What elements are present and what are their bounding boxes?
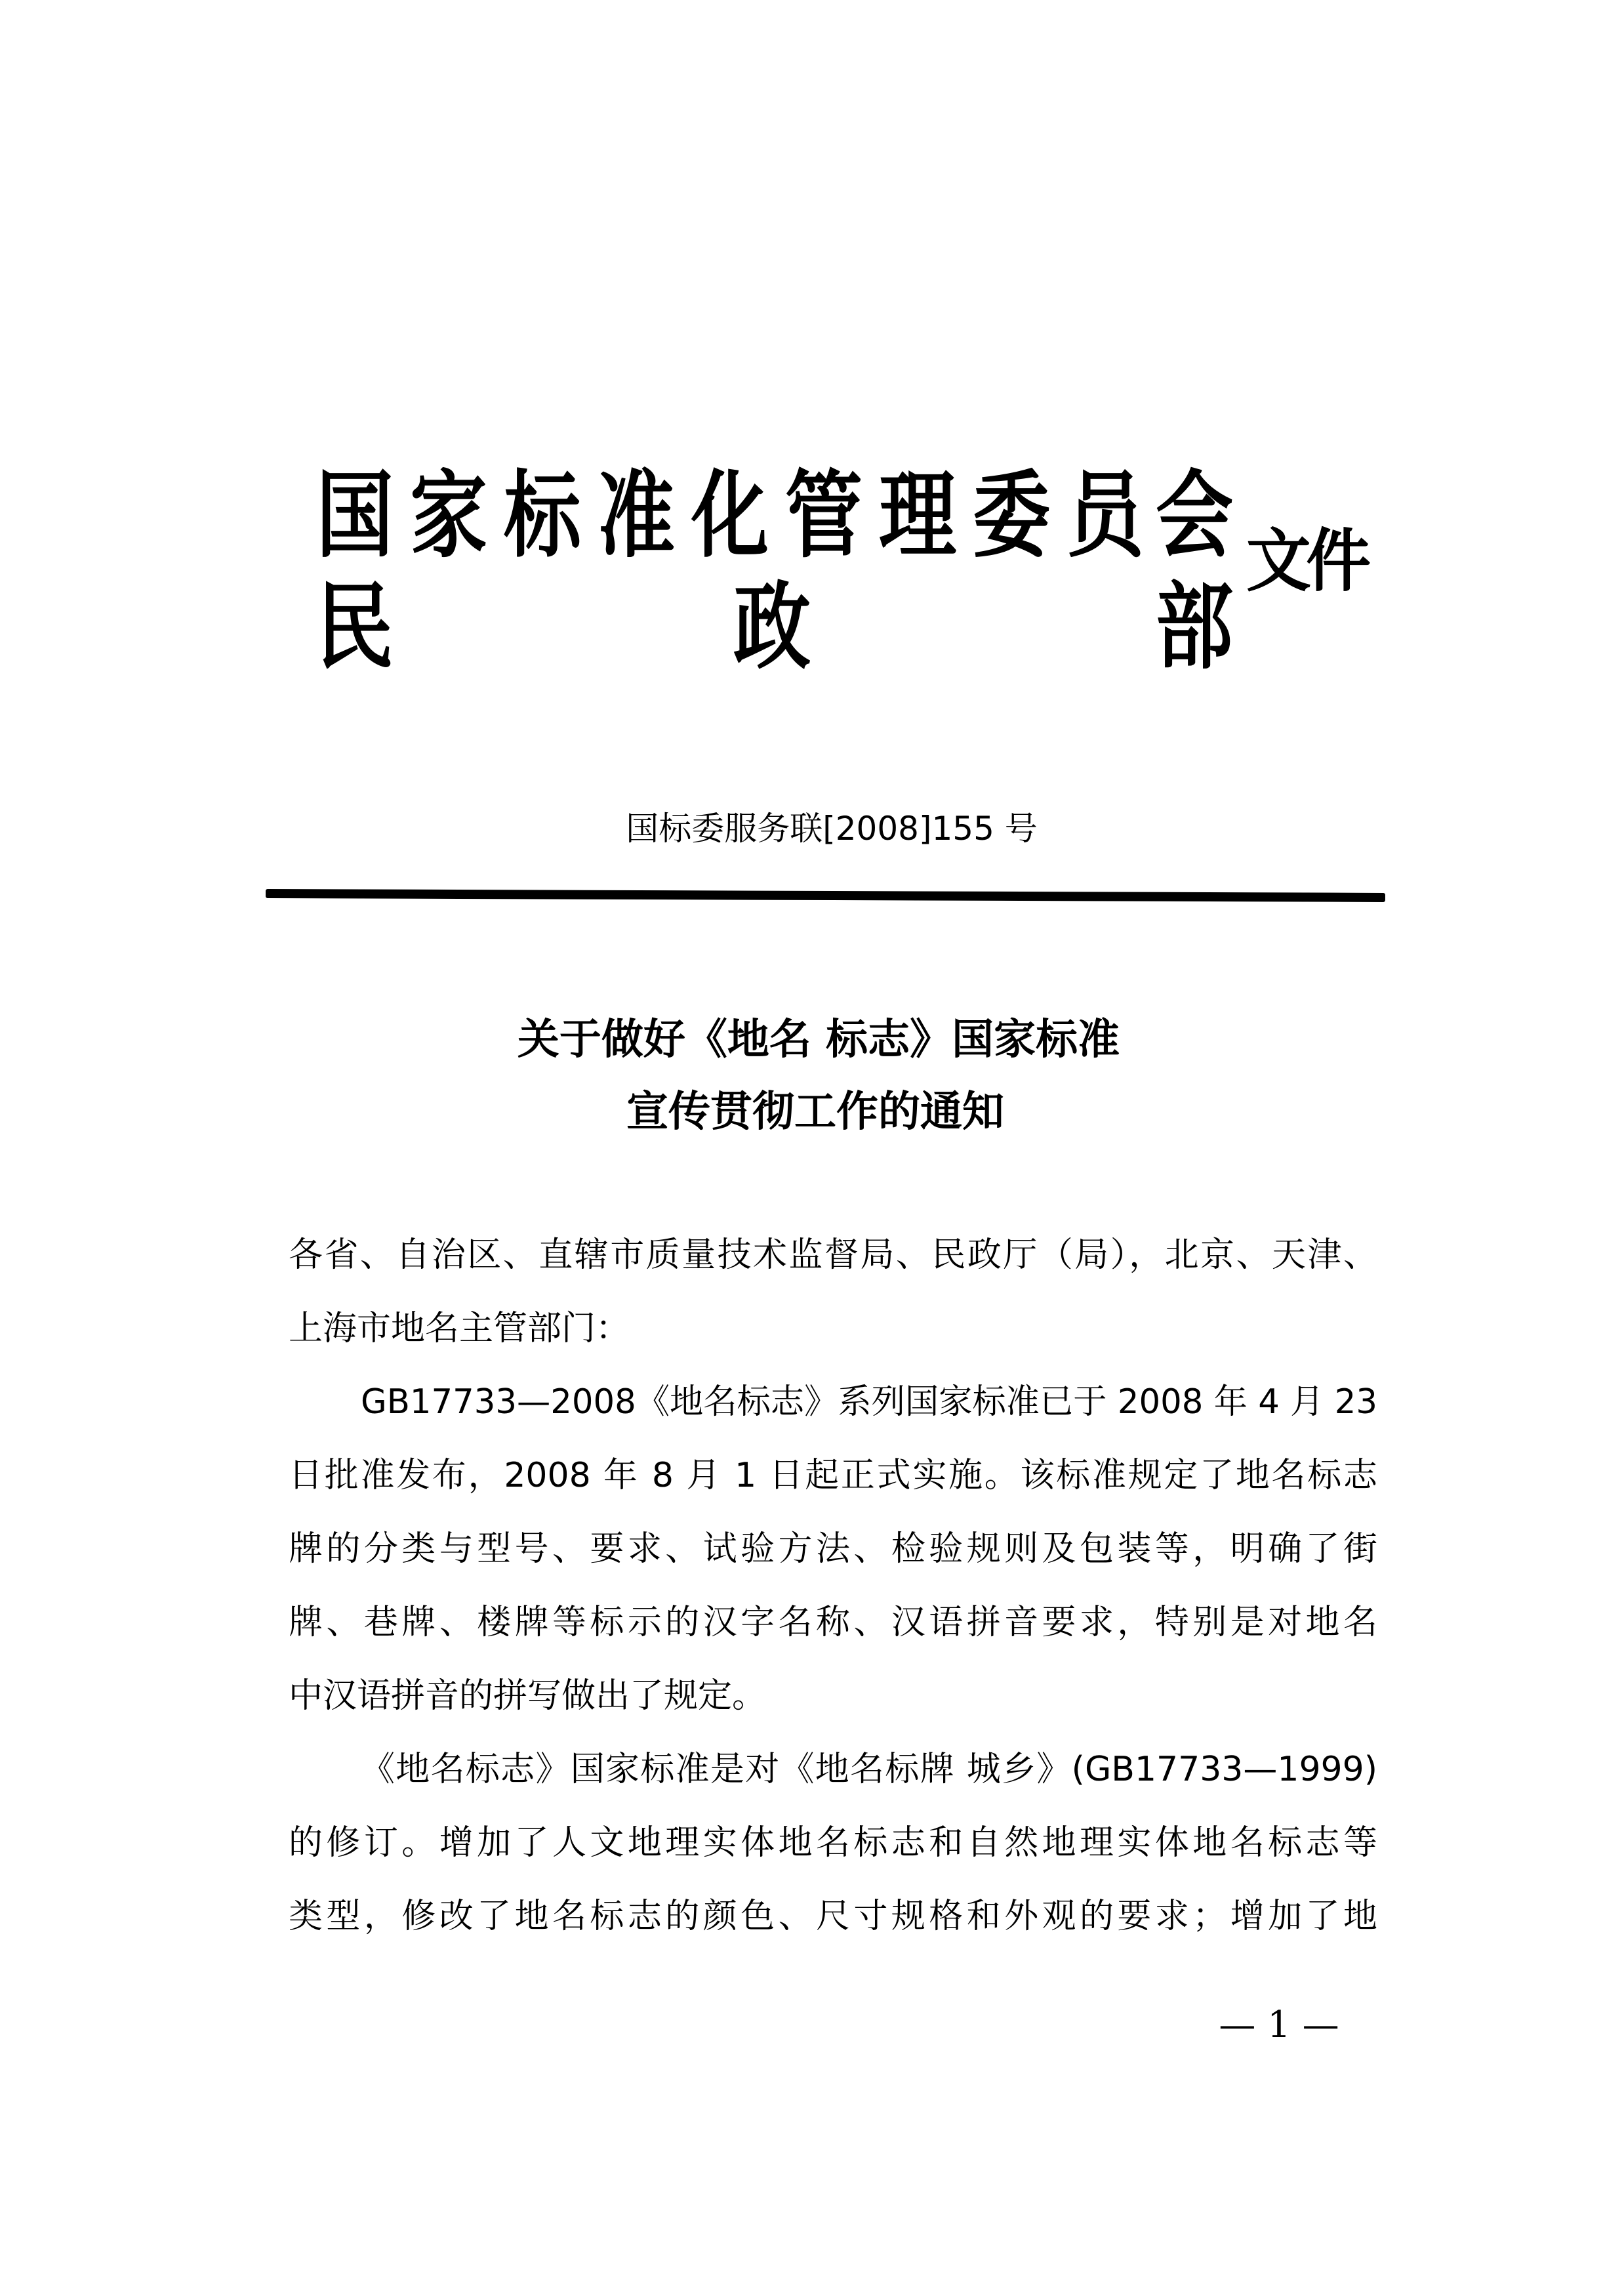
paragraph-line: GB17733—2008《地名标志》系列国家标准已于 2008 年 4 月 23 xyxy=(361,1382,1377,1422)
issuer-line1-char: 准 xyxy=(598,459,676,571)
issuer-line1-char: 管 xyxy=(785,459,863,571)
header-divider xyxy=(266,889,1385,902)
paragraph-line: 牌、巷牌、楼牌等标示的汉字名称、汉语拼音要求，特别是对地名 xyxy=(289,1603,1377,1642)
issuer-line1-char: 员 xyxy=(1066,459,1145,571)
paragraph-line: 日批准发布，2008 年 8 月 1 日起正式实施。该标准规定了地名标志 xyxy=(289,1456,1377,1495)
paragraph-line: 类型，修改了地名标志的颜色、尺寸规格和外观的要求；增加了地 xyxy=(289,1897,1377,1936)
notice-title-line1: 关于做好《地名 标志》国家标准 xyxy=(517,1016,1120,1064)
document-number: 国标委服务联[2008]155 号 xyxy=(626,810,1038,848)
issuer-line2-char: 政 xyxy=(733,571,811,682)
issuer-line2-char: 部 xyxy=(1156,571,1234,682)
issuer-line1-char: 国 xyxy=(316,459,394,571)
paragraph-line: 牌的分类与型号、要求、试验方法、检验规则及包装等，明确了街 xyxy=(289,1529,1377,1569)
issuer-line1-char: 委 xyxy=(973,459,1051,571)
issuer-line1-char: 标 xyxy=(504,459,582,571)
salutation-line2: 上海市地名主管部门： xyxy=(289,1309,630,1348)
paragraph-line: 中汉语拼音的拼写做出了规定。 xyxy=(289,1676,767,1716)
page-number: — 1 — xyxy=(1219,2004,1339,2046)
issuer-line1-char: 化 xyxy=(691,459,769,571)
issuer-line2-char: 民 xyxy=(316,571,394,682)
notice-title-line2: 宣传贯彻工作的通知 xyxy=(626,1088,1004,1136)
paragraph-line: 的修订。增加了人文地理实体地名标志和自然地理实体地名标志等 xyxy=(289,1823,1377,1863)
issuer-line1-char: 会 xyxy=(1156,459,1234,571)
issuer-line1-char: 家 xyxy=(410,459,488,571)
salutation-line1: 各省、自治区、直辖市质量技术监督局、民政厅（局），北京、天津、 xyxy=(289,1235,1377,1275)
issuer-line1-char: 理 xyxy=(879,459,957,571)
paragraph-line: 《地名标志》国家标准是对《地名标牌 城乡》(GB17733—1999) xyxy=(361,1750,1377,1789)
document-suffix: 文件 xyxy=(1246,520,1366,601)
